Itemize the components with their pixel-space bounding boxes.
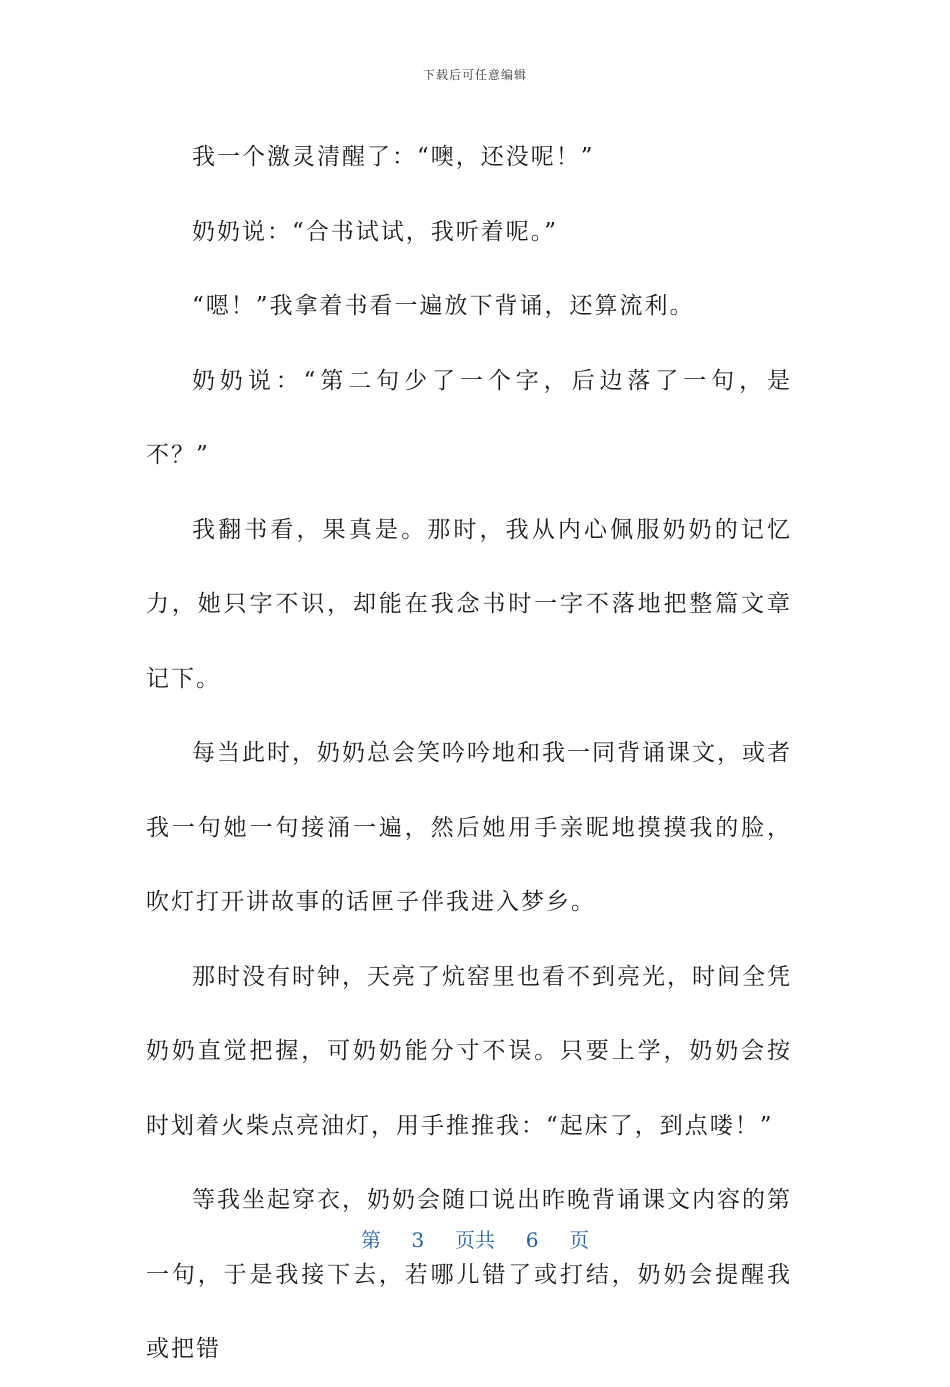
paragraph: 我一个激灵清醒了：“噢，还没呢！” — [192, 144, 595, 170]
header-note: 下载后可任意编辑 — [422, 68, 527, 82]
paragraph: “嗯！”我拿着书看一遍放下背诵，还算流利。 — [192, 293, 695, 319]
paragraph: 等我坐起穿衣，奶奶会随口说出昨晚背诵课文内容的第一句，于是我接下去，若哪儿错了或打结，奶奶会提醒我或把错 — [146, 1187, 792, 1362]
total-pages-number: 6 — [525, 1228, 539, 1252]
paragraph: 我翻书看，果真是。那时，我从内心佩服奶奶的记忆力，她只字不识，却能在我念书时一字不落地把整篇文章记下。 — [146, 516, 792, 692]
page-footer — [0, 1224, 950, 1253]
paragraph: 奶奶说：“合书试试，我听着呢。” — [192, 218, 559, 245]
footer-prefix: 第 — [360, 1228, 381, 1252]
paragraph: 奶奶说：“第二句少了一个字，后边落了一句，是不？” — [146, 367, 792, 468]
document-body — [146, 120, 792, 1387]
current-page-number: 3 — [411, 1228, 425, 1252]
paragraph: 那时没有时钟，天亮了炕窑里也看不到亮光，时间全凭奶奶直觉把握，可奶奶能分寸不误。只要上学，奶奶会按时划着火柴点亮油灯，用手推推我：“起床了，到点喽！” — [146, 963, 792, 1139]
footer-suffix: 页 — [569, 1228, 590, 1252]
footer-middle: 页共 — [455, 1228, 495, 1252]
paragraph: 每当此时，奶奶总会笑吟吟地和我一同背诵课文，或者我一句她一句接涌一遍，然后她用手亲昵地摸摸我的脸，吹灯打开讲故事的话匣子伴我进入梦乡。 — [146, 740, 792, 915]
